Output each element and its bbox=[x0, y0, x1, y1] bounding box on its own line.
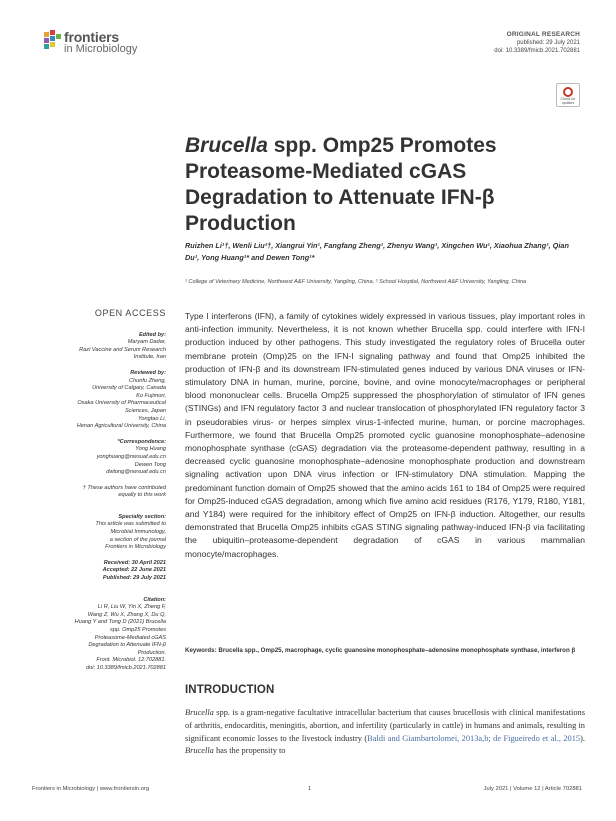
correspondence-email[interactable]: yonghuang@nwsuaf.edu.cn bbox=[96, 453, 166, 460]
intro-text: ). bbox=[580, 733, 585, 743]
intro-text: has the propensity to bbox=[213, 746, 286, 756]
frontiers-logo[interactable] bbox=[44, 29, 174, 61]
article-type: ORIGINAL RESEARCH bbox=[506, 31, 580, 38]
intro-text: spp. is a gram-negative facultative intracellular bacterium that causes brucellosis with clinical manifestations of arthritis, endocarditis, meningitis, abortion, and infertility (particularly in cattle) in humans and animals, resulting in significant economic losses to the livestock industry ( bbox=[185, 708, 585, 743]
editor-line: Razi Vaccine and Serum Research bbox=[79, 346, 166, 353]
editor-line: Maryam Dadar, bbox=[127, 339, 166, 346]
correspondence-email[interactable]: dwtong@nwsuaf.edu.cn bbox=[106, 469, 166, 476]
citation-line: Production. bbox=[137, 649, 166, 656]
article-sidebar bbox=[34, 310, 166, 673]
reviewer-line: Sciences, Japan bbox=[124, 407, 166, 414]
correspondence-line: Yong Huang bbox=[135, 446, 166, 453]
citation-line: Wang Z, Wu X, Zhang X, Du Q, bbox=[87, 611, 166, 618]
doi[interactable]: doi: 10.3389/fmicb.2021.702881 bbox=[494, 48, 580, 54]
citation-line: Degradation to Attenuate IFN-β bbox=[88, 642, 166, 649]
check-updates-label: Check for updates bbox=[560, 97, 576, 105]
article-title bbox=[185, 133, 585, 237]
correspondence-line: Dewen Tong bbox=[134, 461, 166, 468]
citation-link[interactable]: Baldi and Giambartolomei, 2013a,b; de Figueiredo et al., 2015 bbox=[367, 733, 581, 743]
accepted-date: Accepted: 22 June 2021 bbox=[102, 567, 166, 574]
equal-contribution-note: equally to this work bbox=[118, 492, 166, 499]
check-updates-icon bbox=[563, 87, 573, 97]
brand-name: frontiers bbox=[64, 29, 119, 45]
specialty-line: This article was submitted to bbox=[95, 521, 166, 528]
editor-line: Institute, Iran bbox=[133, 354, 166, 361]
citation-line: Proteasome-Mediated cGAS bbox=[94, 634, 166, 641]
open-access-label: OPEN ACCESS bbox=[94, 308, 166, 318]
reviewer-line: Ko Fujimori, bbox=[136, 392, 166, 399]
equal-contribution-note: † These authors have contributed bbox=[82, 484, 166, 491]
abstract: Type I interferons (IFN), a family of cytokines widely expressed in various tissues, play important roles in anti-infection immunity. Nevertheless, it is not known whether Brucella spp. could interfere with IFN-I production induced by other pathogens. This study investigated the regulatory roles of Brucella outer membrane protein (Omp)25 on the IFN-I signaling pathway and found that Omp25 inhibited the production of IFN-β and its downstream IFN-stimulated genes induced by various DNA viruses or IFN-stimulatory DNA in human, murine, porcine, bovine, and ovine monocyte/macrophages or peripheral blood mononuclear cells. Brucella Omp25 suppressed the phosphorylation of stimulator of IFN genes (STINGs) and IFN regulatory factor 3 and nuclear translocation of phosphorylated IFN regulatory factor 3 in pseudorabies virus- or herpes simplex virus-1-infected murine, human, or porcine macrophages. Furthermore, we found that Brucella Omp25 promoted cyclic guanosine monophosphate–adenosine monophosphate synthase (cGAS) degradation via the proteasome-dependent pathway, resulting in a decreased cyclic guanosine monophosphate–adenosine monophosphate production and downstream signaling activation upon DNA virus infection or IFN-stimulatory DNA stimulation. Mapping the predominant function domain of Omp25 showed that the amino acids 161 to 184 of Omp25 were required for Omp25-induced cGAS degradation, among which five amino acid residues (R176, Y179, R180, Y181, and Y184) were required for the inhibitory effect of Omp25 on IFN-β induction. Altogether, our results demonstrated that Brucella Omp25 inhibits cGAS STING signaling pathway-induced IFN-β via facilitating the ubiquitin–proteasome-dependent degradation of cGAS in various mammalian monocyte/macrophages. bbox=[185, 311, 585, 559]
author-list: Ruizhen Li¹†, Wenli Liu²†, Xiangrui Yin¹, Fangfang Zheng¹, Zhenyu Wang¹, Xingchen Wu¹, Xiaohua Zhang¹, Qian Du¹, Yong Huang¹* and Dewen Tong¹* bbox=[185, 241, 569, 262]
frontiers-logo-icon bbox=[44, 30, 62, 52]
citation-line: Front. Microbiol. 12:702881. bbox=[96, 657, 166, 664]
genus-name: Brucella bbox=[185, 708, 214, 717]
sidebar-published-date: Published: 29 July 2021 bbox=[102, 575, 166, 582]
check-updates-button[interactable] bbox=[556, 83, 580, 107]
received-date: Received: 30 April 2021 bbox=[103, 559, 166, 566]
citation-line: Li R, Liu W, Yin X, Zheng F, bbox=[97, 604, 166, 611]
journal-name: in Microbiology bbox=[64, 43, 138, 55]
correspondence-label: *Correspondence: bbox=[117, 438, 166, 445]
citation-label: Citation: bbox=[143, 596, 166, 603]
specialty-line: Frontiers in Microbiology bbox=[105, 544, 166, 551]
introduction-paragraph bbox=[185, 707, 585, 758]
specialty-label: Specialty section: bbox=[118, 513, 166, 520]
citation-line: Huang Y and Tong D (2021) Brucella bbox=[74, 619, 166, 626]
reviewed-by-label: Reviewed by: bbox=[130, 369, 166, 376]
reviewer-line: Yongtao Li, bbox=[138, 415, 166, 422]
affiliations: ¹ College of Veterinary Medicine, Northwest A&F University, Yangling, China, ² School Hospital, Northwest A&F University, Yangling, China bbox=[185, 279, 527, 285]
title-italic: Brucella bbox=[185, 134, 268, 157]
keywords: Keywords: Brucella spp., Omp25, macrophage, cyclic guanosine monophosphate–adenosine monophosphate synthase, interferon β bbox=[185, 647, 576, 654]
page-number: 1 bbox=[308, 786, 312, 792]
reviewer-line: Chunfu Zheng, bbox=[128, 377, 166, 384]
edited-by-label: Edited by: bbox=[138, 331, 166, 338]
specialty-line: a section of the journal bbox=[109, 536, 166, 543]
introduction-heading: INTRODUCTION bbox=[185, 684, 275, 696]
reviewer-line: University of Calgary, Canada bbox=[92, 385, 166, 392]
footer-volume-info: July 2021 | Volume 12 | Article 702881 bbox=[483, 786, 582, 792]
reviewer-line: Osaka University of Pharmaceutical bbox=[77, 400, 166, 407]
citation-line: spp. Omp25 Promotes bbox=[110, 627, 166, 633]
genus-name: Brucella bbox=[185, 746, 214, 756]
reviewer-line: Henan Agricultural University, China bbox=[76, 423, 166, 430]
title-rest: spp. Omp25 Promotes Proteasome-Mediated cGAS Degradation to Attenuate IFN-β Production bbox=[185, 134, 497, 235]
citation-doi[interactable]: doi: 10.3389/fmicb.2021.702881 bbox=[86, 664, 166, 671]
article-meta bbox=[380, 31, 580, 55]
published-date: published: 29 July 2021 bbox=[516, 40, 580, 46]
specialty-line: Microbial Immunology, bbox=[110, 529, 166, 536]
footer-journal-link[interactable]: Frontiers in Microbiology | www.frontiersin.org bbox=[32, 786, 150, 792]
